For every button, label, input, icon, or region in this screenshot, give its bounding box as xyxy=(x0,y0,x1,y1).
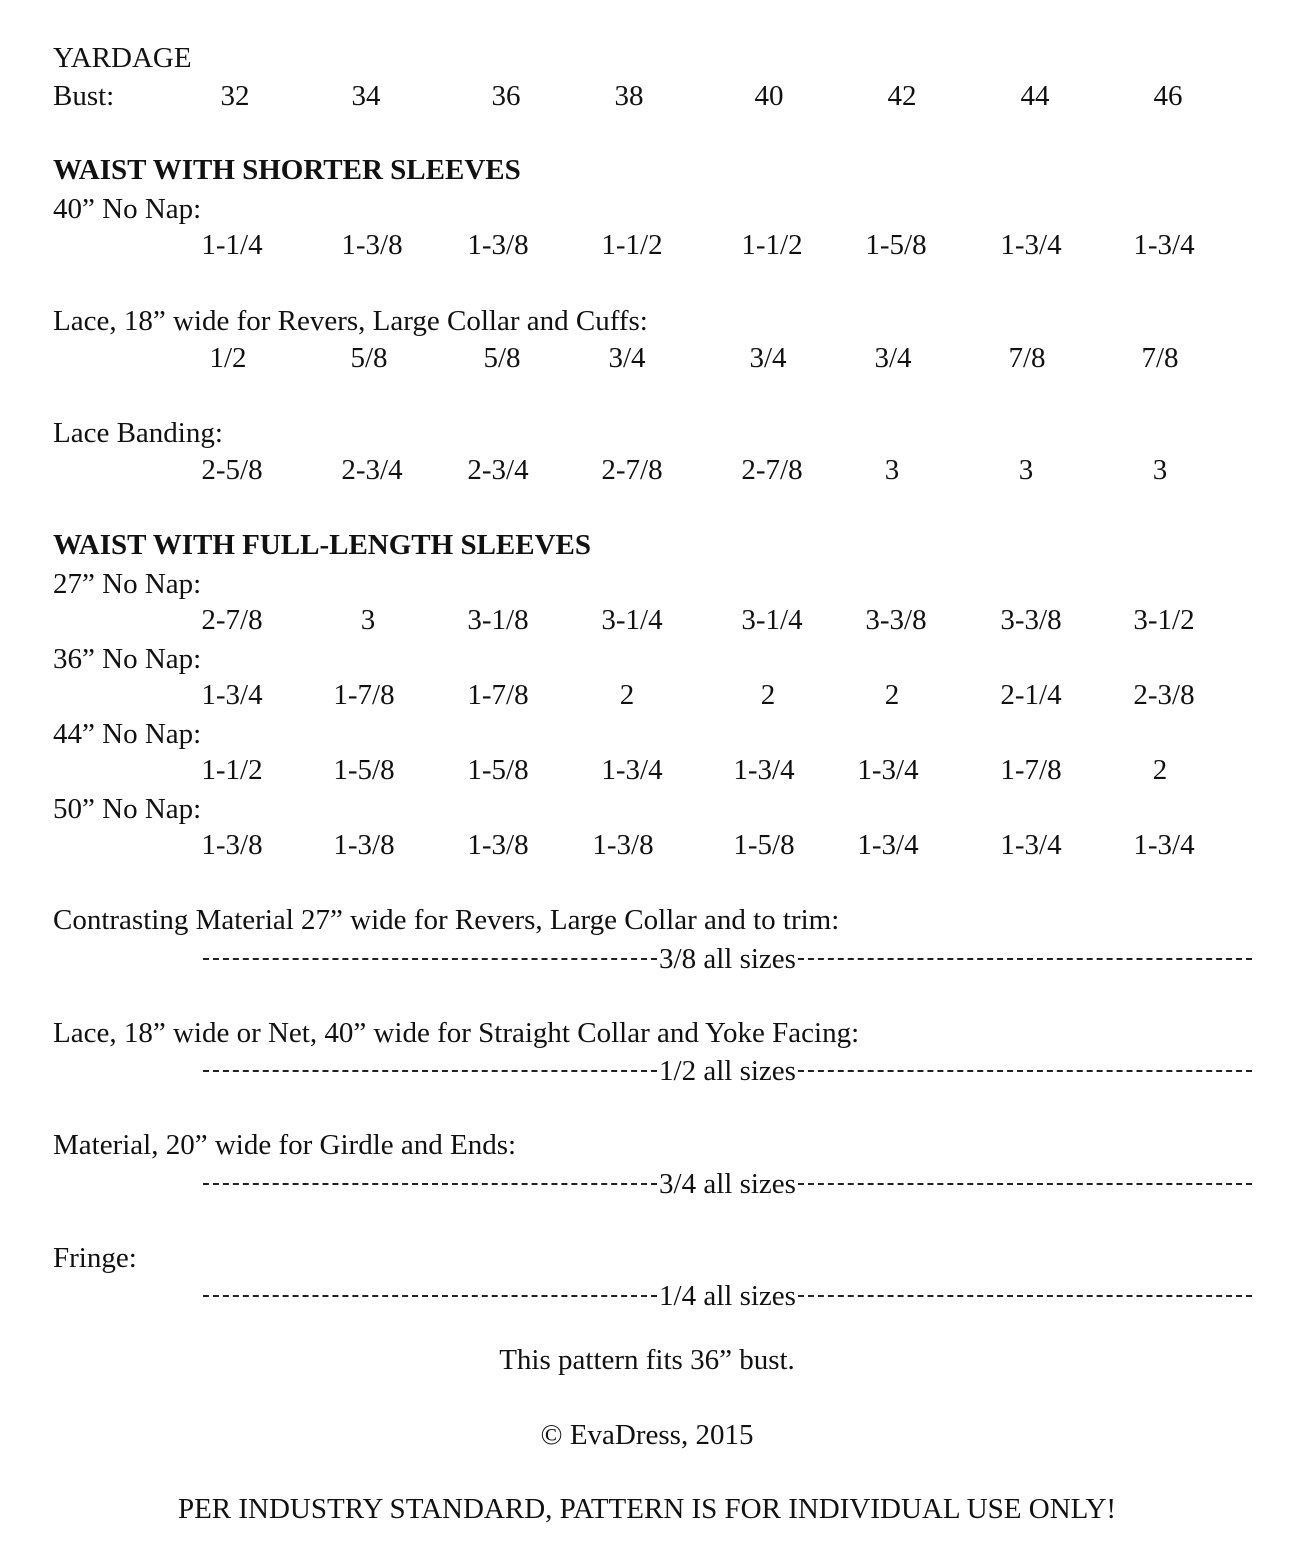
bust-size: 40 xyxy=(754,80,784,112)
value-cell: 2 xyxy=(1152,754,1168,786)
all-sizes-value: 1/2 all sizes xyxy=(659,1054,796,1087)
bust-size: 44 xyxy=(1020,80,1050,112)
value-cell: 1-5/8 xyxy=(733,829,795,861)
row-label: 27” No Nap: xyxy=(53,568,202,600)
value-cell: 2-7/8 xyxy=(601,454,663,486)
values-row xyxy=(0,452,1294,488)
dash-leader xyxy=(798,1070,1252,1072)
value-cell: 1-5/8 xyxy=(865,229,927,261)
value-cell: 3-3/8 xyxy=(1000,604,1062,636)
value-cell: 1-3/8 xyxy=(467,229,529,261)
value-cell: 3 xyxy=(1018,454,1034,486)
value-cell: 1-3/4 xyxy=(1000,829,1062,861)
bust-size: 38 xyxy=(614,80,644,112)
value-cell: 2-7/8 xyxy=(741,454,803,486)
value-cell: 3/4 xyxy=(749,342,787,374)
value-cell: 1-1/4 xyxy=(201,229,263,261)
extra-label: Fringe: xyxy=(53,1242,137,1274)
value-cell: 1-1/2 xyxy=(601,229,663,261)
values-row xyxy=(0,827,1294,863)
value-cell: 2-3/4 xyxy=(341,454,403,486)
value-cell: 1-7/8 xyxy=(467,679,529,711)
value-cell: 3 xyxy=(1152,454,1168,486)
extra-label: Lace, 18” wide or Net, 40” wide for Straight Collar and Yoke Facing: xyxy=(53,1017,860,1049)
value-cell: 3-1/2 xyxy=(1133,604,1195,636)
values-row xyxy=(0,752,1294,788)
value-cell: 1-3/4 xyxy=(1000,229,1062,261)
fit-note: This pattern fits 36” bust. xyxy=(499,1344,795,1376)
value-cell: 7/8 xyxy=(1141,342,1179,374)
bust-label: Bust: xyxy=(53,80,115,112)
value-cell: 2-3/8 xyxy=(1133,679,1195,711)
bust-size: 36 xyxy=(491,80,521,112)
bust-size: 34 xyxy=(351,80,381,112)
value-cell: 1/2 xyxy=(209,342,247,374)
all-sizes-value: 1/4 all sizes xyxy=(659,1279,796,1312)
value-cell: 3/4 xyxy=(874,342,912,374)
value-cell: 1-3/8 xyxy=(341,229,403,261)
copyright-note: © EvaDress, 2015 xyxy=(540,1419,754,1451)
row-label: Lace, 18” wide for Revers, Large Collar and Cuffs: xyxy=(53,305,648,337)
all-sizes-value: 3/8 all sizes xyxy=(659,942,796,975)
value-cell: 1-3/8 xyxy=(592,829,654,861)
value-cell: 5/8 xyxy=(350,342,388,374)
value-cell: 3 xyxy=(360,604,376,636)
value-cell: 1-1/2 xyxy=(201,754,263,786)
value-cell: 3-1/4 xyxy=(741,604,803,636)
dash-leader xyxy=(798,1183,1252,1185)
value-cell: 1-5/8 xyxy=(467,754,529,786)
value-cell: 5/8 xyxy=(483,342,521,374)
value-cell: 2 xyxy=(760,679,776,711)
value-cell: 1-3/4 xyxy=(1133,229,1195,261)
value-cell: 1-1/2 xyxy=(741,229,803,261)
dash-leader xyxy=(798,958,1252,960)
all-sizes-line xyxy=(203,1278,1252,1314)
row-label: Lace Banding: xyxy=(53,417,223,449)
all-sizes-line xyxy=(203,1166,1252,1202)
value-cell: 1-5/8 xyxy=(333,754,395,786)
value-cell: 1-3/4 xyxy=(857,829,919,861)
value-cell: 1-3/8 xyxy=(467,829,529,861)
section-heading-full: WAIST WITH FULL-LENGTH SLEEVES xyxy=(53,529,592,561)
value-cell: 1-3/8 xyxy=(333,829,395,861)
value-cell: 1-3/4 xyxy=(857,754,919,786)
dash-leader xyxy=(203,1183,657,1185)
value-cell: 1-3/8 xyxy=(201,829,263,861)
row-label: 36” No Nap: xyxy=(53,643,202,675)
value-cell: 2-1/4 xyxy=(1000,679,1062,711)
bust-size: 46 xyxy=(1153,80,1183,112)
bust-size: 32 xyxy=(220,80,250,112)
bust-size: 42 xyxy=(887,80,917,112)
values-row xyxy=(0,340,1294,376)
value-cell: 1-3/4 xyxy=(733,754,795,786)
extra-label: Contrasting Material 27” wide for Revers, Large Collar and to trim: xyxy=(53,904,840,936)
usage-notice: PER INDUSTRY STANDARD, PATTERN IS FOR INDIVIDUAL USE ONLY! xyxy=(177,1493,1117,1525)
value-cell: 2-7/8 xyxy=(201,604,263,636)
values-row xyxy=(0,602,1294,638)
value-cell: 3 xyxy=(884,454,900,486)
value-cell: 2-5/8 xyxy=(201,454,263,486)
row-label: 40” No Nap: xyxy=(53,193,202,225)
value-cell: 1-3/4 xyxy=(201,679,263,711)
dash-leader xyxy=(203,958,657,960)
value-cell: 1-7/8 xyxy=(333,679,395,711)
value-cell: 7/8 xyxy=(1008,342,1046,374)
dash-leader xyxy=(798,1295,1252,1297)
value-cell: 1-3/4 xyxy=(1133,829,1195,861)
value-cell: 3-3/8 xyxy=(865,604,927,636)
values-row xyxy=(0,227,1294,263)
value-cell: 2-3/4 xyxy=(467,454,529,486)
value-cell: 1-7/8 xyxy=(1000,754,1062,786)
section-heading-shorter: WAIST WITH SHORTER SLEEVES xyxy=(53,154,521,186)
value-cell: 3-1/8 xyxy=(467,604,529,636)
value-cell: 2 xyxy=(619,679,635,711)
all-sizes-value: 3/4 all sizes xyxy=(659,1167,796,1200)
value-cell: 2 xyxy=(884,679,900,711)
dash-leader xyxy=(203,1070,657,1072)
row-label: 50” No Nap: xyxy=(53,793,202,825)
dash-leader xyxy=(203,1295,657,1297)
yardage-title: YARDAGE xyxy=(53,42,192,74)
value-cell: 3-1/4 xyxy=(601,604,663,636)
extra-label: Material, 20” wide for Girdle and Ends: xyxy=(53,1129,517,1161)
row-label: 44” No Nap: xyxy=(53,718,202,750)
all-sizes-line xyxy=(203,941,1252,977)
bust-sizes-row xyxy=(0,78,1294,114)
value-cell: 1-3/4 xyxy=(601,754,663,786)
all-sizes-line xyxy=(203,1053,1252,1089)
value-cell: 3/4 xyxy=(608,342,646,374)
values-row xyxy=(0,677,1294,713)
